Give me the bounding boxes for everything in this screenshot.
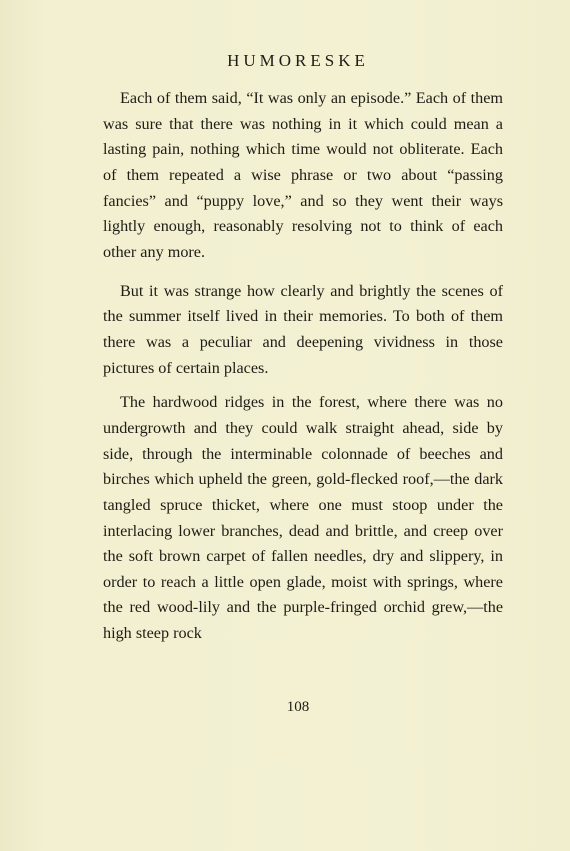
paragraph-3: The hardwood ridges in the forest, where there was no undergrowth and they could walk straight ahead, side by side, through the interminable colonnade of beeches and birches which upheld the green, gold-flecked roof,—the dark tangled spruce thicket, where one must stoop under the interlacing lower branches, dead and brittle, and creep over the soft brown carpet of fallen needles, dry and slippery, in order to reach a little open glade, moist with springs, where the red wood-lily and the purple-fringed orchid grew,—the high steep rock <box>103 393 503 643</box>
paragraph-1: Each of them said, “It was only an episode.” Each of them was sure that there was nothing in it which could mean a lasting pain, nothing which time would not obliterate. Each of them repeated a wise phrase or two about “passing fancies” and “puppy love,” and so they went their ways lightly enough, reasonably resolving not to think of each other any more. <box>103 89 503 261</box>
paragraph-2: But it was strange how clearly and brightly the scenes of the summer itself lived in their memories. To both of them there was a peculiar and deepening vividness in those pictures of certain places. <box>103 281 503 377</box>
page-number: 108 <box>286 699 310 715</box>
body-text <box>103 86 503 647</box>
running-title: HUMORESKE <box>227 51 369 70</box>
